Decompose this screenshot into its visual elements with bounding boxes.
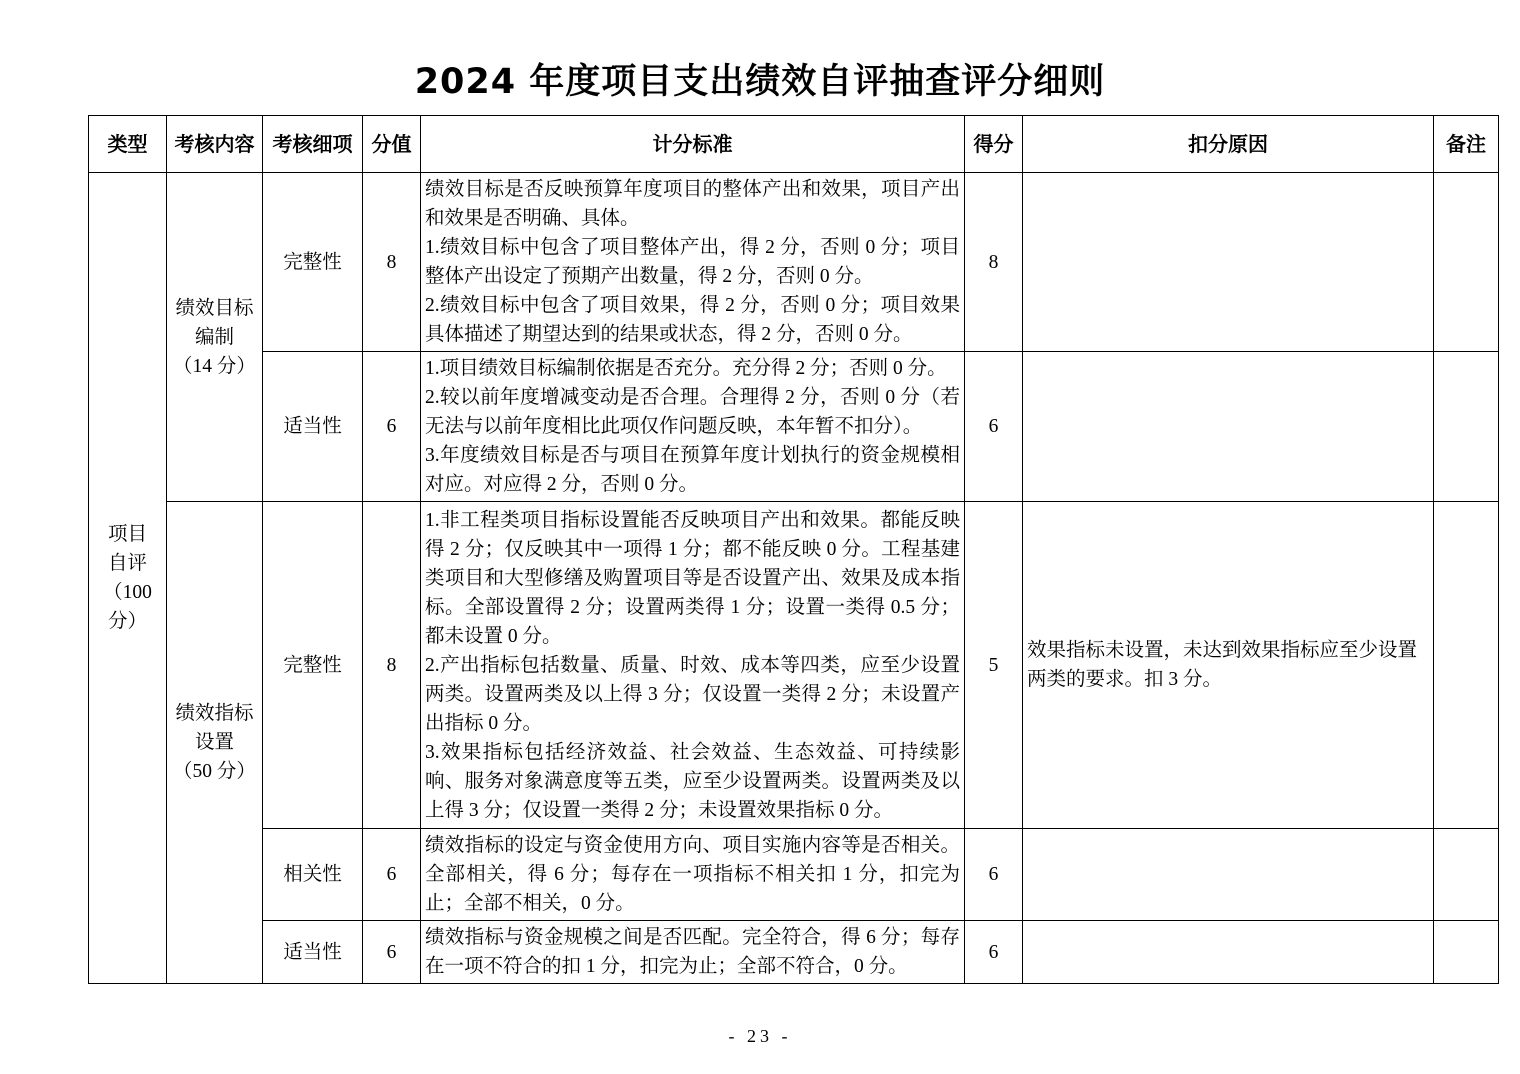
detail-cell: 完整性 <box>263 502 363 829</box>
header-detail: 考核细项 <box>263 116 363 173</box>
standard-cell: 绩效指标的设定与资金使用方向、项目实施内容等是否相关。全部相关，得 6 分；每存在一项指标不相关扣 1 分，扣完为止；全部不相关，0 分。 <box>421 829 965 921</box>
table-row <box>89 921 1499 984</box>
table-row <box>89 352 1499 502</box>
value-cell: 6 <box>363 921 421 984</box>
detail-cell: 相关性 <box>263 829 363 921</box>
page-title: 2024 年度项目支出绩效自评抽查评分细则 <box>414 62 1106 102</box>
table-row <box>89 173 1499 352</box>
score-cell: 6 <box>965 921 1023 984</box>
header-remark: 备注 <box>1434 116 1499 173</box>
header-deduction: 扣分原因 <box>1023 116 1434 173</box>
header-value: 分值 <box>363 116 421 173</box>
header-content: 考核内容 <box>167 116 263 173</box>
header-standard: 计分标准 <box>421 116 965 173</box>
table-header-row <box>89 116 1499 173</box>
remark-cell <box>1434 173 1499 352</box>
remark-cell <box>1434 921 1499 984</box>
section-indicator-setup: 绩效指标 设置 （50 分） <box>167 502 263 984</box>
deduction-cell <box>1023 352 1434 502</box>
standard-cell: 绩效指标与资金规模之间是否匹配。完全符合，得 6 分；每存在一项不符合的扣 1 分，扣完为止；全部不符合，0 分。 <box>421 921 965 984</box>
score-cell: 6 <box>965 352 1023 502</box>
value-cell: 8 <box>363 173 421 352</box>
type-cell: 项目 自评 （100 分） <box>89 173 167 984</box>
standard-cell: 1.非工程类项目指标设置能否反映项目产出和效果。都能反映得 2 分；仅反映其中一项得 1 分；都不能反映 0 分。工程基建类项目和大型修缮及购置项目等是否设置产出、效果及成本指标。全部设置得 2 分；设置两类得 1 分；设置一类得 0.5 分；都未设置 0 分。 2.产出指标包括数量、质量、时效、成本等四类，应至少设置两类。设置两类及以上得 3 分；仅设置一类得 2 分；未设置产出指标 0 分。 3.效果指标包括经济效益、社会效益、生态效益、可持续影响、服务对象满意度等五类，应至少设置两类。设置两类及以上得 3 分；仅设置一类得 2 分；未设置效果指标 0 分。 <box>421 502 965 829</box>
deduction-cell <box>1023 921 1434 984</box>
value-cell: 8 <box>363 502 421 829</box>
standard-cell: 1.项目绩效目标编制依据是否充分。充分得 2 分；否则 0 分。 2.较以前年度增减变动是否合理。合理得 2 分，否则 0 分（若无法与以前年度相比此项仅作问题反映，本年暂不扣分）。 3.年度绩效目标是否与项目在预算年度计划执行的资金规模相对应。对应得 2 分，否则 0 分。 <box>421 352 965 502</box>
scoring-rubric-table <box>88 115 1499 984</box>
score-cell: 8 <box>965 173 1023 352</box>
deduction-cell: 效果指标未设置，未达到效果指标应至少设置两类的要求。扣 3 分。 <box>1023 502 1434 829</box>
detail-cell: 完整性 <box>263 173 363 352</box>
detail-cell: 适当性 <box>263 352 363 502</box>
detail-cell: 适当性 <box>263 921 363 984</box>
page-number: - 23 - <box>728 1026 792 1046</box>
table-row <box>89 502 1499 829</box>
value-cell: 6 <box>363 829 421 921</box>
score-cell: 5 <box>965 502 1023 829</box>
header-type: 类型 <box>89 116 167 173</box>
remark-cell <box>1434 352 1499 502</box>
score-cell: 6 <box>965 829 1023 921</box>
standard-cell: 绩效目标是否反映预算年度项目的整体产出和效果，项目产出和效果是否明确、具体。 1.绩效目标中包含了项目整体产出，得 2 分，否则 0 分；项目整体产出设定了预期产出数量，得 2 分，否则 0 分。 2.绩效目标中包含了项目效果，得 2 分，否则 0 分；项目效果具体描述了期望达到的结果或状态，得 2 分，否则 0 分。 <box>421 173 965 352</box>
remark-cell <box>1434 829 1499 921</box>
table-row <box>89 829 1499 921</box>
remark-cell <box>1434 502 1499 829</box>
section-goal-compilation: 绩效目标 编制 （14 分） <box>167 173 263 502</box>
header-score: 得分 <box>965 116 1023 173</box>
deduction-cell <box>1023 173 1434 352</box>
deduction-cell <box>1023 829 1434 921</box>
value-cell: 6 <box>363 352 421 502</box>
